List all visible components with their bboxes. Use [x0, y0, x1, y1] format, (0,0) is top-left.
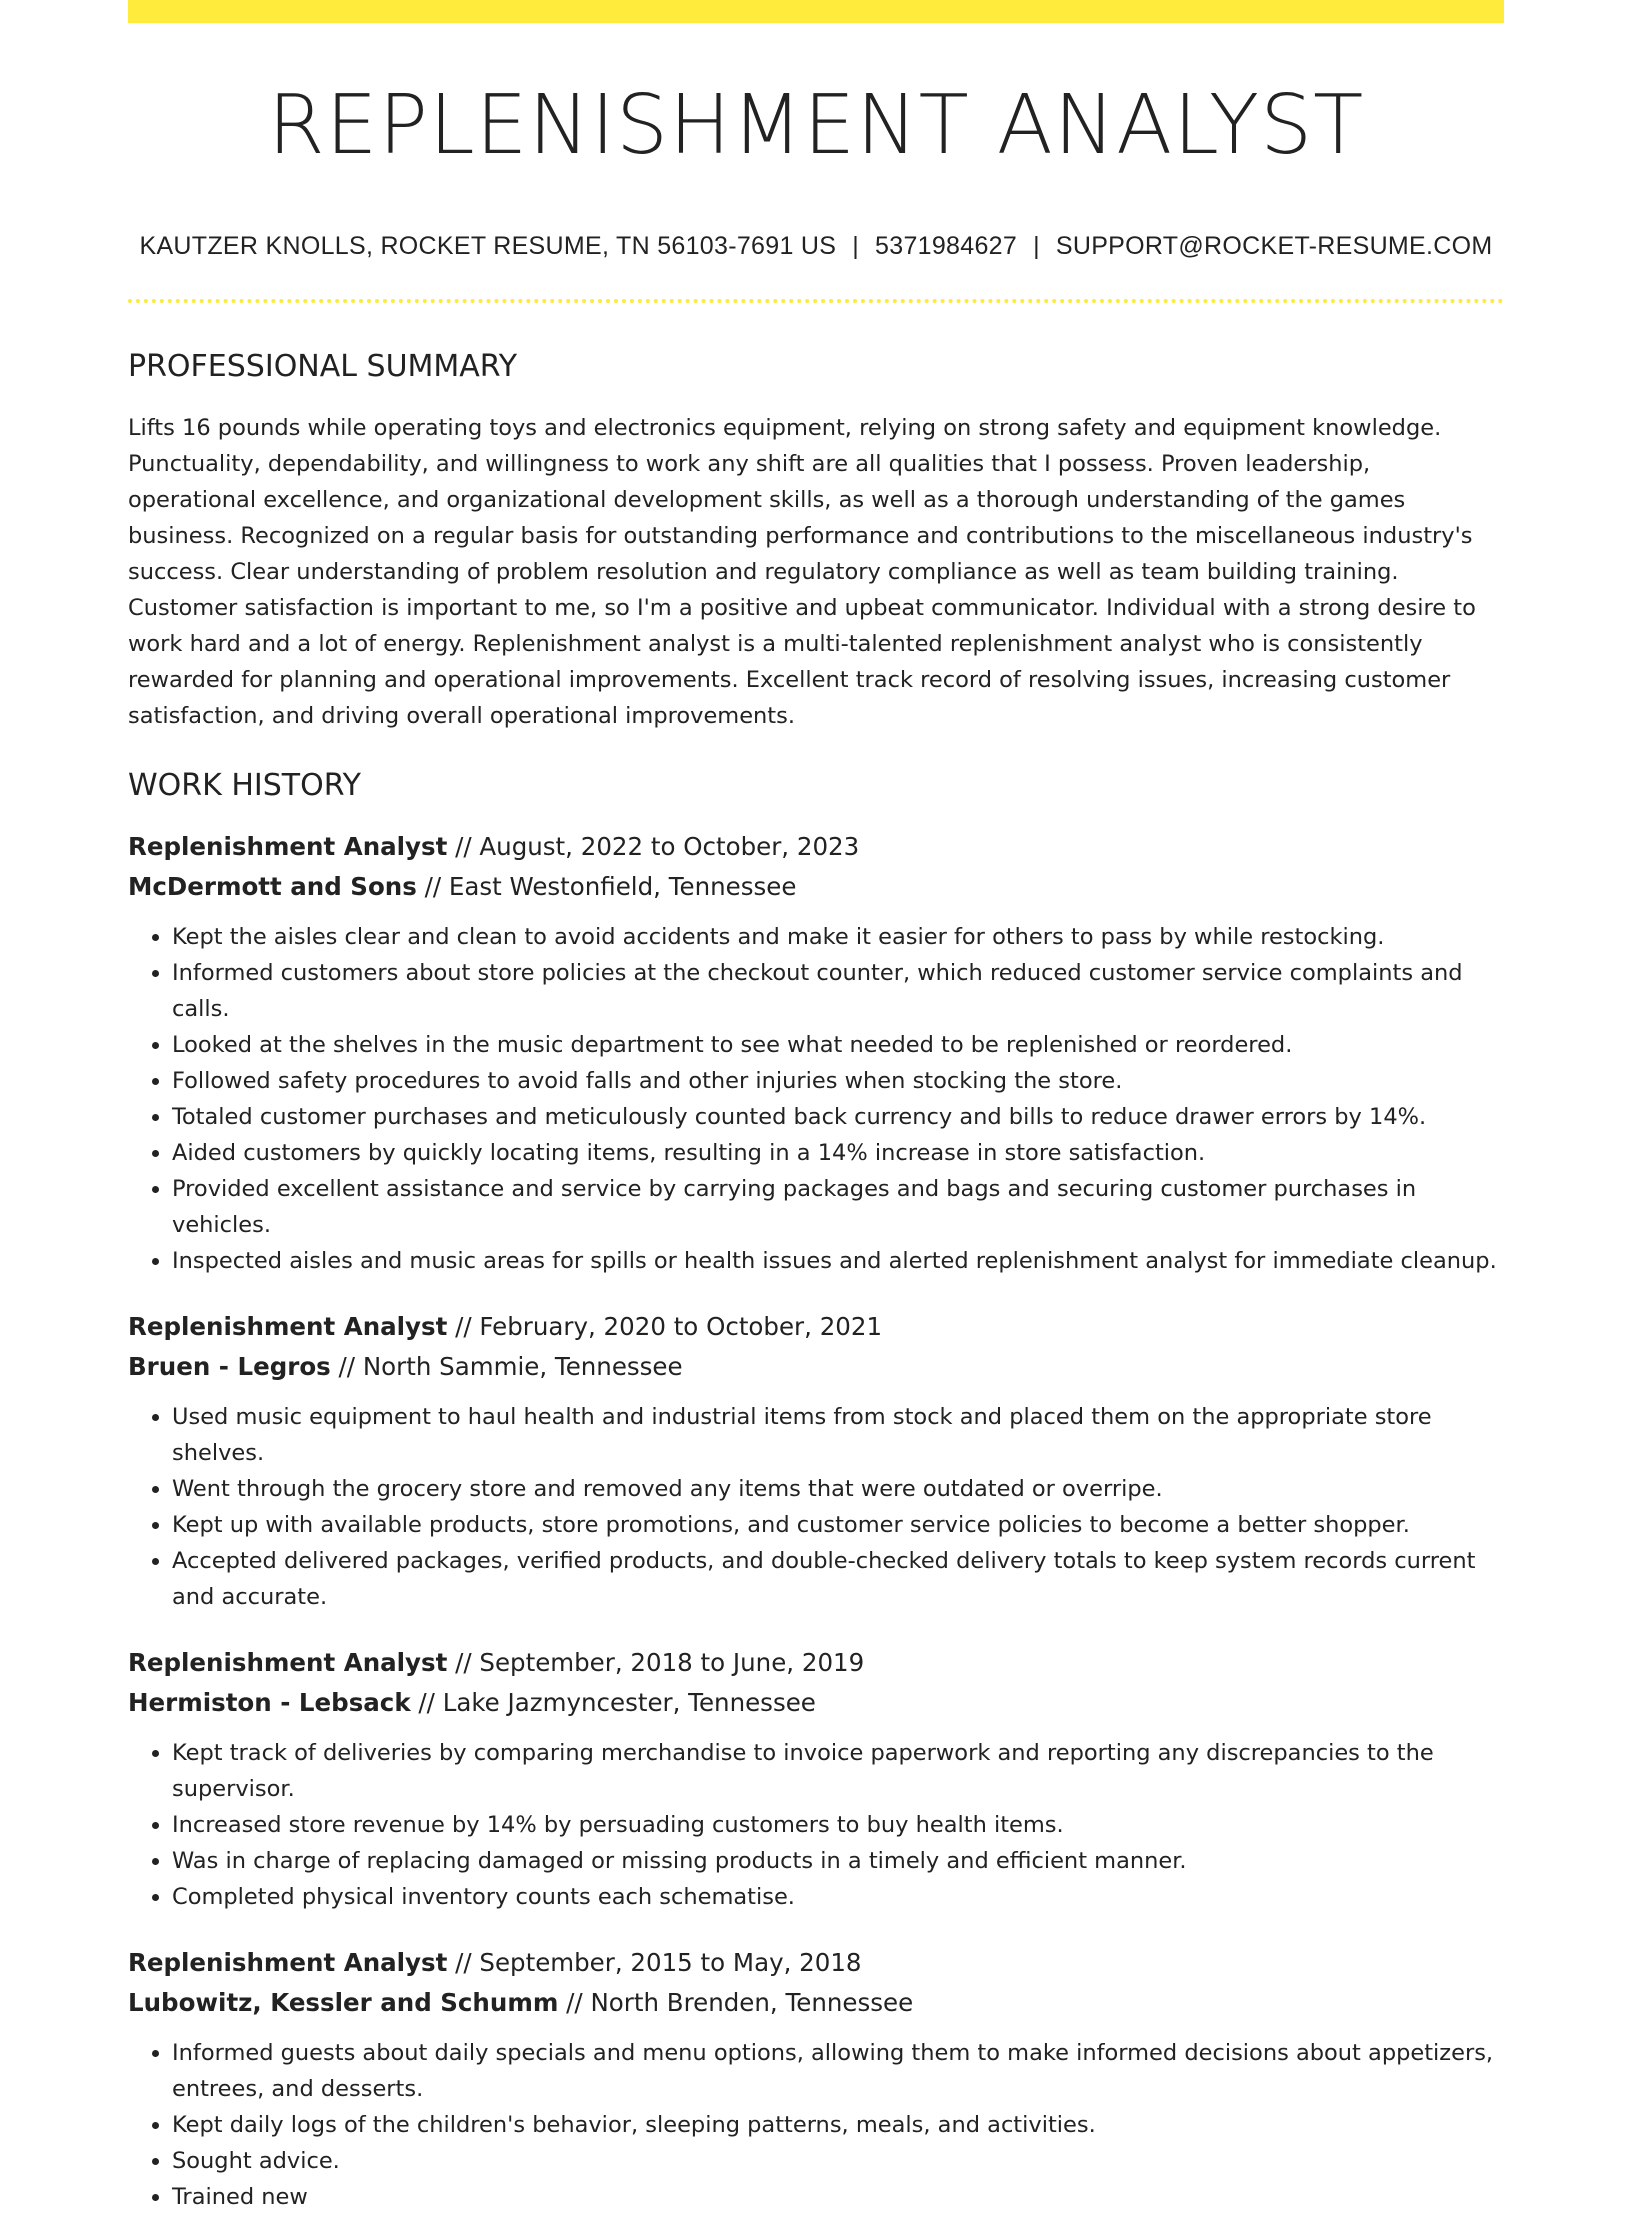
job-duties-list	[128, 1735, 1504, 1915]
job-company-line	[128, 1347, 1504, 1387]
contact-address: KAUTZER KNOLLS, ROCKET RESUME, TN 56103-7691 US	[139, 232, 837, 260]
job-company: Lubowitz, Kessler and Schumm	[128, 1988, 559, 2017]
contact-email: SUPPORT@ROCKET-RESUME.COM	[1055, 232, 1493, 260]
accent-top-bar	[128, 0, 1504, 23]
job-duty: • Followed safety procedures to avoid falls and other injuries when stocking the store.	[172, 1063, 1504, 1099]
job-company-line	[128, 1983, 1504, 2023]
job-location: // North Sammie, Tennessee	[330, 1352, 683, 1381]
job-duty: • Sought advice.	[172, 2143, 1504, 2179]
job-company: Bruen - Legros	[128, 1352, 331, 1381]
job-dates: // September, 2018 to June, 2019	[447, 1648, 865, 1677]
contact-separator: |	[852, 232, 860, 260]
job-duty: • Kept daily logs of the children's behavior, sleeping patterns, meals, and activities.	[172, 2107, 1504, 2143]
job-duty: • Totaled customer purchases and meticulously counted back currency and bills to reduce drawer errors by 14%.	[172, 1099, 1504, 1135]
job-company-line	[128, 1683, 1504, 1723]
job-duty: • Completed physical inventory counts each schematise.	[172, 1879, 1504, 1915]
job-entry	[128, 827, 1504, 1279]
job-duty: • Trained new	[172, 2179, 1504, 2215]
resume-page	[128, 0, 1504, 2215]
job-dates: // February, 2020 to October, 2021	[447, 1312, 883, 1341]
contact-phone: 5371984627	[875, 232, 1018, 260]
job-duty: • Kept track of deliveries by comparing merchandise to invoice paperwork and reporting any discrepancies to the supervisor.	[172, 1735, 1504, 1807]
job-title: Replenishment Analyst	[128, 1312, 448, 1341]
dotted-divider	[128, 299, 1504, 303]
job-title-line	[128, 1643, 1504, 1683]
job-duties-list	[128, 919, 1504, 1279]
job-duty: • Inspected aisles and music areas for spills or health issues and alerted replenishment analyst for immediate cleanup.	[172, 1243, 1504, 1279]
job-title: Replenishment Analyst	[128, 1648, 448, 1677]
job-title: Replenishment Analyst	[128, 832, 448, 861]
resume-title: REPLENISHMENT ANALYST	[267, 78, 1365, 173]
job-duty: • Informed guests about daily specials and menu options, allowing them to make informed decisions about appetizers, entrees, and desserts.	[172, 2035, 1504, 2107]
contact-separator: |	[1033, 232, 1040, 260]
job-duty: • Looked at the shelves in the music department to see what needed to be replenished or reordered.	[172, 1027, 1504, 1063]
job-location: // East Westonfield, Tennessee	[416, 872, 797, 901]
contact-line	[128, 232, 1504, 261]
job-entry	[128, 1943, 1504, 2215]
job-company-line	[128, 867, 1504, 907]
job-duty: • Aided customers by quickly locating items, resulting in a 14% increase in store satisfaction.	[172, 1135, 1504, 1171]
summary-heading: PROFESSIONAL SUMMARY	[128, 349, 518, 384]
job-duty: • Kept up with available products, store promotions, and customer service policies to become a better shopper.	[172, 1507, 1504, 1543]
job-dates: // September, 2015 to May, 2018	[447, 1948, 862, 1977]
job-duty: • Informed customers about store policies at the checkout counter, which reduced customer service complaints and calls.	[172, 955, 1504, 1027]
job-company: McDermott and Sons	[128, 872, 417, 901]
job-duty: • Went through the grocery store and removed any items that were outdated or overripe.	[172, 1471, 1504, 1507]
job-entry	[128, 1643, 1504, 1915]
job-duty: • Increased store revenue by 14% by persuading customers to buy health items.	[172, 1807, 1504, 1843]
job-title-line	[128, 1943, 1504, 1983]
job-duty: • Provided excellent assistance and service by carrying packages and bags and securing customer purchases in vehicles.	[172, 1171, 1504, 1243]
job-company: Hermiston - Lebsack	[128, 1688, 411, 1717]
job-title: Replenishment Analyst	[128, 1948, 448, 1977]
job-duty: • Accepted delivered packages, verified products, and double-checked delivery totals to keep system records current and accurate.	[172, 1543, 1504, 1615]
job-location: // North Brenden, Tennessee	[558, 1988, 914, 2017]
job-title-line	[128, 1307, 1504, 1347]
job-duty: • Used music equipment to haul health and industrial items from stock and placed them on the appropriate store shelves.	[172, 1399, 1504, 1471]
job-location: // Lake Jazmyncester, Tennessee	[410, 1688, 816, 1717]
job-duty: • Kept the aisles clear and clean to avoid accidents and make it easier for others to pass by while restocking.	[172, 919, 1504, 955]
job-duty: • Was in charge of replacing damaged or missing products in a timely and efficient manner.	[172, 1843, 1504, 1879]
job-entry	[128, 1307, 1504, 1615]
job-dates: // August, 2022 to October, 2023	[447, 832, 860, 861]
job-duties-list	[128, 2035, 1504, 2215]
job-title-line	[128, 827, 1504, 867]
work-history-heading: WORK HISTORY	[128, 768, 361, 803]
job-duties-list	[128, 1399, 1504, 1615]
summary-text: Lifts 16 pounds while operating toys and electronics equipment, relying on strong safety and equipment knowledge. Punctuality, dependability, and willingness to work any shift are all qualities that I possess. Proven leadership, operational excellence, and organizational development skills, as well as a thorough understanding of the games business. Recognized on a regular basis for outstanding performance and contributions to the miscellaneous industry's success. Clear understanding of problem resolution and regulatory compliance as well as team building training. Customer satisfaction is important to me, so I'm a positive and upbeat communicator. Individual with a strong desire to work hard and a lot of energy. Replenishment analyst is a multi-talented replenishment analyst who is consistently rewarded for planning and operational improvements. Excellent track record of resolving issues, increasing customer satisfaction, and driving overall operational improvements.	[128, 415, 1476, 729]
